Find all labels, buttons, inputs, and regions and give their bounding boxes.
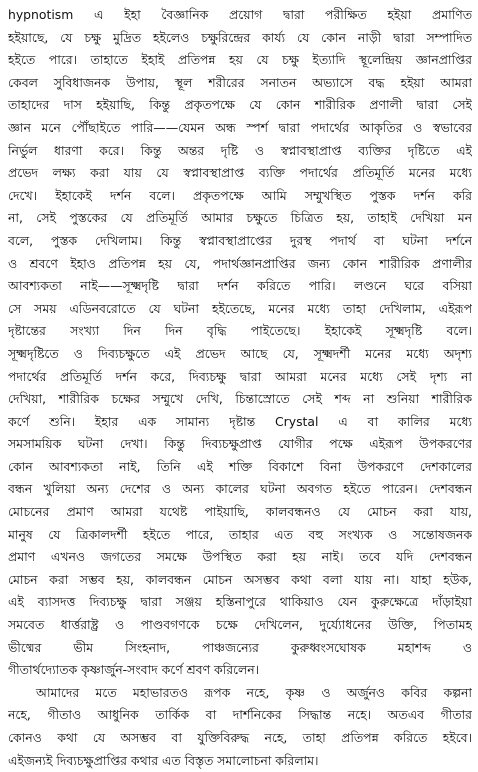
text-line-11: বলে, পুস্তক দেখিলাম। কিন্তু স্বপ্নাবস্থাপ্রাপ্তের দুরস্থ পদার্থ বা ঘটনা দর্শনে [8,232,472,248]
text-line-3: হইতে পারে। তাহাতে ইহাই প্রতিপন্ন হয় যে চক্ষু ইত্যাদি স্থূলেন্দ্রিয় জ্ঞানপ্রাপ্তির [8,52,472,68]
text-line-6: জ্ঞান মনে পৌঁছাইতে পারি——যেমন অন্ধ স্পর্শ দ্বারা পদার্থের আকৃতির ও স্বভাবের [8,119,472,135]
text-line-24: মানুষ যে ত্রিকালদর্শী হইতে পারে, তাহার এত বহু সংখ্যক ও সন্তোষজনক [8,526,472,542]
text-line-9: দেখে। ইহাকেই দর্শন বলে। প্রকৃতপক্ষে আমি সম্মুখস্থিত পুস্তক দর্শন করি [8,187,472,203]
text-line-21: কোন আবশ্যকতা নাই, তিনি এই শক্তি বিকাশে বিনা উপকরণে দেশকালের [8,458,472,474]
text-line-25: প্রমাণ এখনও জগতের সমক্ষে উপস্থিত করা হয় নাই। তবে যদি দেশবন্ধন [8,549,472,565]
text-line-14: সে সময় এডিনবরোতে যে ঘটনা হইতেছে, মনের মধ্যে তাহা দেখিলাম, এইরূপ [8,300,472,316]
text-line-27: এই ব্যাসদত্ত দিব্যচক্ষু দ্বারা সঞ্জয় হস্তিনাপুরে থাকিয়াও যেন কুরুক্ষেত্রে দাঁড়াইয়া [8,594,472,610]
text-line-1: hypnotism এ ইহা বৈজ্ঞানিক প্রয়োগ দ্বারা পরীক্ষিত হইয়া প্রমাণিত [8,7,472,22]
text-line-10: না, সেই পুস্তকের যে প্রতিমূর্তি আমার চক্ষুতে চিত্রিত হয়, তাহাই দেখিয়া মন [8,210,472,226]
text-line-20: সমসাময়িক ঘটনা দেখা। কিন্তু দিব্যচক্ষুপ্রাপ্ত যোগীর পক্ষে এইরূপ উপকরণের [8,436,472,452]
text-line-32: নহে, গীতাও আধুনিক তার্কিক বা দার্শনিকের সিদ্ধান্ত নহে। অতএব গীতার [8,707,472,723]
text-line-19: কর্ণে শুনি। ইহার এক সামান্য দৃষ্টান্ত Crystal এ বা কালির মধ্যে [8,413,472,429]
text-line-28: সমবেত ধার্ত্তরাষ্ট্র ও পাণ্ডবগণকে চক্ষে দেখিলেন, দুর্য্যোধনের উক্তি, পিতামহ [8,617,472,633]
text-line-16: সূক্ষ্মদৃষ্টিতে ও দিব্যচক্ষুতে এই প্রভেদ আছে যে, সূক্ষ্মদর্শী মনের মধ্যে অদৃশ্য [8,345,472,361]
text-line-12: ও শ্রবণে ইহাও প্রতিপন্ন হয় যে, পদার্থজ্ঞানপ্রাপ্তির জন্য কোন শারীরিক প্রণালীর [8,255,472,271]
text-line-18: দেখিয়া, শারীরিক চক্ষের সম্মুখে দেখি, চিন্তাস্রোতে সেই শব্দ না শুনিয়া শারীরিক [8,391,472,407]
text-line-31: আমাদের মতে মহাভারতও রূপক নহে, কৃষ্ণ ও অর্জুনও কবির কল্পনা [36,684,472,700]
text-line-5: তাহাদের দাস হইয়াছি, কিন্তু প্রকৃতপক্ষে যে কোন শারীরিক প্রণালী দ্বারা সেই [8,97,472,113]
text-line-30: গীতার্থদ্যোতক কৃষ্ণার্জুন-সংবাদ কর্ণে শ্রবণ করিলেন। [8,662,260,678]
text-line-23: মোচনের প্রমাণ আমরা যথেষ্ট পাইয়াছি, কালবন্ধনও যে মোচন করা যায়, [8,504,472,520]
text-line-13: আবশ্যকতা নাই——সূক্ষ্মদৃষ্টি দ্বারা দর্শন করিতে পারি। লণ্ডনে ঘরে বসিয়া [8,278,472,294]
text-line-8: প্রভেদ লক্ষ্য করা যায় যে স্বপ্নাবস্থাপ্রাপ্ত ব্যক্তি পদার্থের প্রতিমূর্তি মনের মধ্যে [8,165,472,181]
text-line-4: কেবল সুবিধাজনক উপায়, স্থূল শরীরের সনাতন অভ্যাসে বদ্ধ হইয়া আমরা [8,74,472,90]
text-line-22: বন্ধন খুলিয়া অন্য দেশের ও অন্য কালের ঘটনা অবগত হইতে পারেন। দেশবন্ধন [8,481,472,497]
text-line-7: নির্ভুল ধারণা করে। কিন্তু অন্তর দৃষ্টি ও স্বপ্নাবস্থাপ্রাপ্ত ব্যক্তির দৃষ্টিতে এই [8,142,472,158]
text-line-34: এইজন্যই দিব্যচক্ষুপ্রাপ্তির কথার এত বিস্তৃত সমালোচনা করিলাম। [8,752,319,768]
text-line-29: ভীষ্মের ভীম সিংহনাদ, পাঞ্চজন্যের কুরুধ্বংসঘোষক মহাশব্দ ও [8,639,472,655]
text-line-33: কোনও কথা যে অসম্ভব বা যুক্তিবিরুদ্ধ নহে, তাহা প্রতিপন্ন করিতে হইবে। [8,730,472,745]
text-line-26: মোচন করা সম্ভব হয়, কালবন্ধন মোচন অসম্ভব কথা বলা যায় না। যাহা হউক, [8,571,472,587]
text-line-17: পদার্থের প্রতিমূর্তি দর্শন করে, দিব্যচক্ষু দ্বারা আমরা মনের মধ্যে সেই দৃশ্য না [8,368,472,384]
text-line-2: হইয়াছে, যে চক্ষু মুদ্রিত হইলেও চক্ষুরিন্দ্রের কার্য্য যে কোন নাড়ী দ্বারা সম্পাদিত [8,29,472,45]
text-line-15: দৃষ্টান্তের সংখ্যা দিন দিন বৃদ্ধি পাইতেছে। ইহাকেই সূক্ষ্মদৃষ্টি বলে। [8,323,472,339]
